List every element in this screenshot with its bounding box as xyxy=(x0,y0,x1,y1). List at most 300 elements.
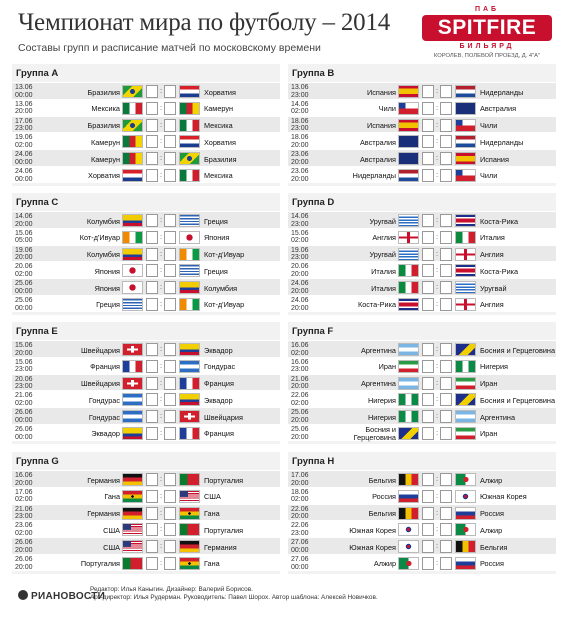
home-team-name: Бельгия xyxy=(368,475,396,485)
away-score-box[interactable] xyxy=(164,264,176,277)
home-team-name: США xyxy=(103,542,120,552)
away-score-box[interactable] xyxy=(164,343,176,356)
home-score-box[interactable] xyxy=(422,231,434,244)
home-score-box[interactable] xyxy=(146,214,158,227)
home-team-flag xyxy=(398,119,419,132)
away-team-flag xyxy=(179,135,200,148)
match-datetime xyxy=(291,297,321,312)
home-score-box[interactable] xyxy=(422,119,434,132)
home-score-box[interactable] xyxy=(422,523,434,536)
away-team-flag xyxy=(455,540,476,553)
away-score-box[interactable] xyxy=(440,102,452,115)
away-score-box[interactable] xyxy=(164,540,176,553)
home-team-flag xyxy=(398,343,419,356)
home-team-name: Греция xyxy=(96,300,120,310)
home-team-flag xyxy=(398,490,419,503)
home-score-box[interactable] xyxy=(422,102,434,115)
away-team-name: Италия xyxy=(480,233,505,243)
score-separator: : xyxy=(435,136,439,146)
away-team-flag xyxy=(179,473,200,486)
home-team-name: Швейцария xyxy=(81,379,120,389)
home-team-flag xyxy=(398,557,419,570)
away-team-name: Швейцария xyxy=(204,412,243,422)
home-team-flag xyxy=(122,281,143,294)
match-row xyxy=(288,99,556,116)
away-score-box[interactable] xyxy=(164,557,176,570)
home-team-flag xyxy=(398,427,419,440)
home-score-box[interactable] xyxy=(146,102,158,115)
home-score-box[interactable] xyxy=(146,264,158,277)
away-score-box[interactable] xyxy=(164,298,176,311)
away-team-name: Япония xyxy=(204,233,230,243)
score-separator: : xyxy=(435,427,439,437)
match-row xyxy=(288,504,556,521)
match-time: 00:00 xyxy=(15,91,33,99)
match-time: 02:00 xyxy=(291,108,309,116)
home-score-box[interactable] xyxy=(422,377,434,390)
group-panel xyxy=(288,64,556,186)
match-date: 16.06 xyxy=(15,472,33,479)
away-score-box[interactable] xyxy=(164,490,176,503)
match-time: 23:00 xyxy=(291,91,309,99)
home-score-box[interactable] xyxy=(422,298,434,311)
away-score-box[interactable] xyxy=(440,214,452,227)
home-score-box[interactable] xyxy=(422,557,434,570)
home-score-box[interactable] xyxy=(146,231,158,244)
match-row xyxy=(288,424,556,441)
match-row xyxy=(12,554,280,571)
match-row xyxy=(12,278,280,295)
away-score-box[interactable] xyxy=(440,169,452,182)
away-team-flag xyxy=(179,393,200,406)
match-row xyxy=(12,504,280,521)
match-date: 16.06 xyxy=(291,342,309,349)
score-separator: : xyxy=(159,248,163,258)
credits-line-2: Арт-директор: Илья Рудерман. Руководитель: Павел Шорох. Автор шаблона: Алексей Новичков. xyxy=(90,594,378,602)
match-date: 23.06 xyxy=(15,522,33,530)
score-separator: : xyxy=(159,411,163,421)
match-date: 22.06 xyxy=(291,392,309,400)
away-score-box[interactable] xyxy=(164,473,176,486)
match-datetime xyxy=(291,118,321,133)
away-team-flag xyxy=(455,214,476,227)
home-team-name: Швейцария xyxy=(81,345,120,355)
home-score-box[interactable] xyxy=(422,281,434,294)
home-score-box[interactable] xyxy=(422,343,434,356)
match-time: 20:00 xyxy=(15,349,33,357)
match-date: 27.06 xyxy=(291,539,309,547)
home-team-flag xyxy=(398,507,419,520)
header xyxy=(18,8,418,54)
match-time: 20:00 xyxy=(291,304,309,312)
match-date: 17.06 xyxy=(291,472,309,479)
match-date: 24.06 xyxy=(15,167,33,175)
away-score-box[interactable] xyxy=(164,427,176,440)
match-datetime xyxy=(15,556,45,571)
score-separator: : xyxy=(159,231,163,241)
home-score-box[interactable] xyxy=(422,540,434,553)
match-time: 20:00 xyxy=(291,433,309,441)
home-team-name: Мексика xyxy=(91,104,120,114)
match-time: 23:00 xyxy=(291,220,309,228)
home-team-flag xyxy=(122,264,143,277)
away-score-box[interactable] xyxy=(164,410,176,423)
away-team-flag xyxy=(455,231,476,244)
home-team-flag xyxy=(398,410,419,423)
match-date: 20.06 xyxy=(15,263,33,271)
away-score-box[interactable] xyxy=(440,343,452,356)
group-panel xyxy=(12,452,280,574)
away-team-name: Чили xyxy=(480,171,498,181)
away-team-flag xyxy=(179,248,200,261)
home-score-box[interactable] xyxy=(422,248,434,261)
home-score-box[interactable] xyxy=(146,135,158,148)
match-row xyxy=(12,340,280,357)
match-time: 20:00 xyxy=(15,220,33,228)
home-score-box[interactable] xyxy=(146,523,158,536)
away-team-flag xyxy=(179,102,200,115)
match-time: 00:00 xyxy=(15,175,33,183)
away-score-box[interactable] xyxy=(164,248,176,261)
home-team-name: Гондурас xyxy=(88,395,120,405)
away-team-name: Россия xyxy=(480,509,504,519)
match-datetime xyxy=(291,359,321,374)
home-score-box[interactable] xyxy=(146,119,158,132)
home-score-box[interactable] xyxy=(422,507,434,520)
home-score-box[interactable] xyxy=(146,152,158,165)
match-time: 02:00 xyxy=(15,141,33,149)
logo-brand: SPITFIRE xyxy=(422,15,552,41)
away-team-name: Англия xyxy=(480,300,504,310)
match-datetime xyxy=(291,472,321,487)
away-team-name: Бразилия xyxy=(204,154,237,164)
match-row xyxy=(288,340,556,357)
away-score-box[interactable] xyxy=(164,281,176,294)
page-title: Чемпионат мира по футболу – 2014 xyxy=(18,9,391,36)
match-row xyxy=(288,82,556,99)
home-team-flag xyxy=(122,152,143,165)
match-datetime xyxy=(291,342,321,357)
match-time: 00:00 xyxy=(15,416,33,424)
score-separator: : xyxy=(435,153,439,163)
away-score-box[interactable] xyxy=(440,135,452,148)
away-score-box[interactable] xyxy=(440,119,452,132)
match-date: 17.06 xyxy=(15,117,33,125)
home-score-box[interactable] xyxy=(146,248,158,261)
away-score-box[interactable] xyxy=(164,85,176,98)
score-separator: : xyxy=(435,102,439,112)
match-row xyxy=(288,261,556,278)
match-row xyxy=(288,132,556,149)
away-score-box[interactable] xyxy=(440,152,452,165)
home-score-box[interactable] xyxy=(146,169,158,182)
match-row xyxy=(12,537,280,554)
away-score-box[interactable] xyxy=(164,135,176,148)
match-datetime xyxy=(291,247,321,262)
match-row xyxy=(288,149,556,166)
away-team-flag xyxy=(455,490,476,503)
home-team-flag xyxy=(122,85,143,98)
away-team-flag xyxy=(179,523,200,536)
home-score-box[interactable] xyxy=(422,85,434,98)
home-score-box[interactable] xyxy=(146,343,158,356)
home-score-box[interactable] xyxy=(146,393,158,406)
match-list xyxy=(288,82,556,183)
score-separator: : xyxy=(159,474,163,483)
away-team-name: Алжир xyxy=(480,475,503,485)
match-time: 02:00 xyxy=(291,496,309,504)
score-separator: : xyxy=(435,541,439,551)
score-separator: : xyxy=(159,102,163,112)
match-row xyxy=(288,116,556,133)
match-datetime xyxy=(15,489,45,504)
match-datetime xyxy=(291,101,321,116)
home-score-box[interactable] xyxy=(422,410,434,423)
away-team-flag xyxy=(179,557,200,570)
away-team-flag xyxy=(455,281,476,294)
home-team-flag xyxy=(122,360,143,373)
away-team-flag xyxy=(455,152,476,165)
home-score-box[interactable] xyxy=(422,152,434,165)
match-time: 23:00 xyxy=(291,254,309,262)
away-team-name: США xyxy=(204,492,221,502)
match-row xyxy=(12,228,280,245)
home-score-box[interactable] xyxy=(422,135,434,148)
match-date: 24.06 xyxy=(291,280,309,288)
away-score-box[interactable] xyxy=(440,360,452,373)
away-score-box[interactable] xyxy=(440,298,452,311)
away-score-box[interactable] xyxy=(164,231,176,244)
score-separator: : xyxy=(435,344,439,353)
match-date: 21.06 xyxy=(15,392,33,400)
match-date: 14.06 xyxy=(291,213,309,220)
away-score-box[interactable] xyxy=(164,393,176,406)
score-separator: : xyxy=(159,169,163,179)
home-score-box[interactable] xyxy=(422,264,434,277)
score-separator: : xyxy=(435,86,439,95)
score-separator: : xyxy=(159,490,163,500)
score-separator: : xyxy=(159,394,163,404)
match-row xyxy=(12,487,280,504)
away-team-name: Коста-Рика xyxy=(480,216,519,226)
score-separator: : xyxy=(435,282,439,292)
home-score-box[interactable] xyxy=(422,169,434,182)
home-team-flag xyxy=(398,281,419,294)
away-team-name: Иран xyxy=(480,379,498,389)
home-score-box[interactable] xyxy=(146,85,158,98)
score-separator: : xyxy=(435,169,439,179)
home-team-name: Хорватия xyxy=(88,171,120,181)
home-team-flag xyxy=(122,427,143,440)
away-score-box[interactable] xyxy=(440,427,452,440)
home-team-flag xyxy=(398,135,419,148)
match-datetime xyxy=(291,539,321,554)
home-score-box[interactable] xyxy=(146,490,158,503)
away-team-name: Мексика xyxy=(204,121,233,131)
group-title: Группа F xyxy=(292,326,334,337)
match-time: 00:00 xyxy=(15,158,33,166)
home-team-name: Нидерланды xyxy=(352,171,396,181)
match-datetime xyxy=(291,230,321,245)
logo-address: КОРОЛЕВ, ПОЛЕВОЙ ПРОЕЗД, Д. 4"А" xyxy=(433,53,541,59)
group-title: Группа E xyxy=(16,326,58,337)
away-score-box[interactable] xyxy=(164,102,176,115)
home-team-flag xyxy=(398,214,419,227)
home-team-name: Нигерия xyxy=(368,412,396,422)
home-team-flag xyxy=(122,557,143,570)
match-datetime xyxy=(291,409,321,424)
away-score-box[interactable] xyxy=(440,540,452,553)
match-date: 21.06 xyxy=(291,375,309,383)
score-separator: : xyxy=(159,557,163,567)
away-score-box[interactable] xyxy=(164,119,176,132)
score-separator: : xyxy=(159,265,163,275)
match-row xyxy=(288,390,556,407)
home-score-box[interactable] xyxy=(146,507,158,520)
home-score-box[interactable] xyxy=(146,281,158,294)
home-team-flag xyxy=(122,102,143,115)
match-date: 27.06 xyxy=(291,555,309,563)
home-team-name: Гондурас xyxy=(88,412,120,422)
away-score-box[interactable] xyxy=(164,214,176,227)
score-separator: : xyxy=(159,119,163,129)
match-datetime xyxy=(291,556,321,571)
home-score-box[interactable] xyxy=(422,214,434,227)
away-score-box[interactable] xyxy=(164,523,176,536)
match-datetime xyxy=(15,297,45,312)
away-score-box[interactable] xyxy=(164,360,176,373)
away-score-box[interactable] xyxy=(440,85,452,98)
match-datetime xyxy=(291,489,321,504)
away-score-box[interactable] xyxy=(164,152,176,165)
match-datetime xyxy=(291,280,321,295)
away-score-box[interactable] xyxy=(440,410,452,423)
away-score-box[interactable] xyxy=(164,169,176,182)
match-date: 15.06 xyxy=(15,342,33,349)
away-score-box[interactable] xyxy=(440,523,452,536)
away-score-box[interactable] xyxy=(440,264,452,277)
away-team-name: Алжир xyxy=(480,525,503,535)
away-score-box[interactable] xyxy=(440,473,452,486)
match-date: 15.06 xyxy=(15,229,33,237)
match-time: 05:00 xyxy=(15,237,33,245)
match-datetime xyxy=(291,376,321,391)
home-team-flag xyxy=(398,473,419,486)
home-score-box[interactable] xyxy=(146,473,158,486)
home-team-name: Япония xyxy=(94,283,120,293)
match-row xyxy=(12,357,280,374)
home-team-name: Южная Корея xyxy=(349,542,396,552)
match-date: 15.06 xyxy=(291,229,309,237)
group-title: Группа H xyxy=(292,456,335,467)
home-score-box[interactable] xyxy=(146,360,158,373)
match-row xyxy=(12,295,280,312)
home-score-box[interactable] xyxy=(146,410,158,423)
match-datetime xyxy=(291,168,321,183)
home-team-flag xyxy=(398,231,419,244)
match-datetime xyxy=(15,472,45,487)
match-datetime xyxy=(15,151,45,166)
match-time: 20:00 xyxy=(15,254,33,262)
group-title: Группа D xyxy=(292,197,335,208)
home-score-box[interactable] xyxy=(146,557,158,570)
match-row xyxy=(12,407,280,424)
away-team-flag xyxy=(179,264,200,277)
score-separator: : xyxy=(435,557,439,567)
away-score-box[interactable] xyxy=(440,231,452,244)
home-score-box[interactable] xyxy=(422,427,434,440)
away-team-flag xyxy=(179,152,200,165)
away-score-box[interactable] xyxy=(440,393,452,406)
away-team-flag xyxy=(179,507,200,520)
score-separator: : xyxy=(159,427,163,437)
home-team-flag xyxy=(122,231,143,244)
away-team-flag xyxy=(455,377,476,390)
away-team-name: Кот-д'Ивуар xyxy=(204,300,245,310)
group-title: Группа G xyxy=(16,456,59,467)
away-team-name: Мексика xyxy=(204,171,233,181)
match-time: 20:00 xyxy=(291,175,309,183)
match-datetime xyxy=(291,151,321,166)
home-team-name: Бельгия xyxy=(368,509,396,519)
match-time: 02:00 xyxy=(15,529,33,537)
home-score-box[interactable] xyxy=(422,393,434,406)
away-score-box[interactable] xyxy=(164,377,176,390)
away-team-name: Южная Корея xyxy=(480,492,527,502)
match-row xyxy=(288,228,556,245)
match-date: 25.06 xyxy=(15,296,33,304)
away-team-flag xyxy=(455,360,476,373)
away-team-flag xyxy=(455,85,476,98)
home-team-flag xyxy=(122,343,143,356)
match-row xyxy=(288,278,556,295)
match-datetime xyxy=(15,359,45,374)
home-score-box[interactable] xyxy=(146,540,158,553)
match-time: 00:00 xyxy=(291,546,309,554)
match-time: 20:00 xyxy=(291,513,309,521)
away-score-box[interactable] xyxy=(440,248,452,261)
match-row xyxy=(12,470,280,487)
away-score-box[interactable] xyxy=(440,281,452,294)
match-date: 26.06 xyxy=(15,409,33,417)
home-score-box[interactable] xyxy=(146,427,158,440)
home-team-name: Уругвай xyxy=(369,216,396,226)
home-team-name: Камерун xyxy=(90,154,120,164)
match-date: 13.06 xyxy=(15,100,33,108)
match-time: 02:00 xyxy=(15,496,33,504)
home-score-box[interactable] xyxy=(422,360,434,373)
score-separator: : xyxy=(435,298,439,308)
home-score-box[interactable] xyxy=(146,298,158,311)
away-team-name: Нигерия xyxy=(480,362,508,372)
score-separator: : xyxy=(435,411,439,421)
home-score-box[interactable] xyxy=(146,377,158,390)
match-row xyxy=(12,99,280,116)
away-score-box[interactable] xyxy=(440,377,452,390)
home-team-name: Южная Корея xyxy=(349,525,396,535)
home-score-box[interactable] xyxy=(422,473,434,486)
away-score-box[interactable] xyxy=(440,557,452,570)
match-time: 02:00 xyxy=(15,270,33,278)
away-score-box[interactable] xyxy=(440,490,452,503)
away-score-box[interactable] xyxy=(164,507,176,520)
away-score-box[interactable] xyxy=(440,507,452,520)
away-team-name: Португалия xyxy=(204,475,244,485)
match-time: 02:00 xyxy=(291,237,309,245)
home-team-name: Россия xyxy=(372,492,396,502)
home-score-box[interactable] xyxy=(422,490,434,503)
away-team-flag xyxy=(179,298,200,311)
